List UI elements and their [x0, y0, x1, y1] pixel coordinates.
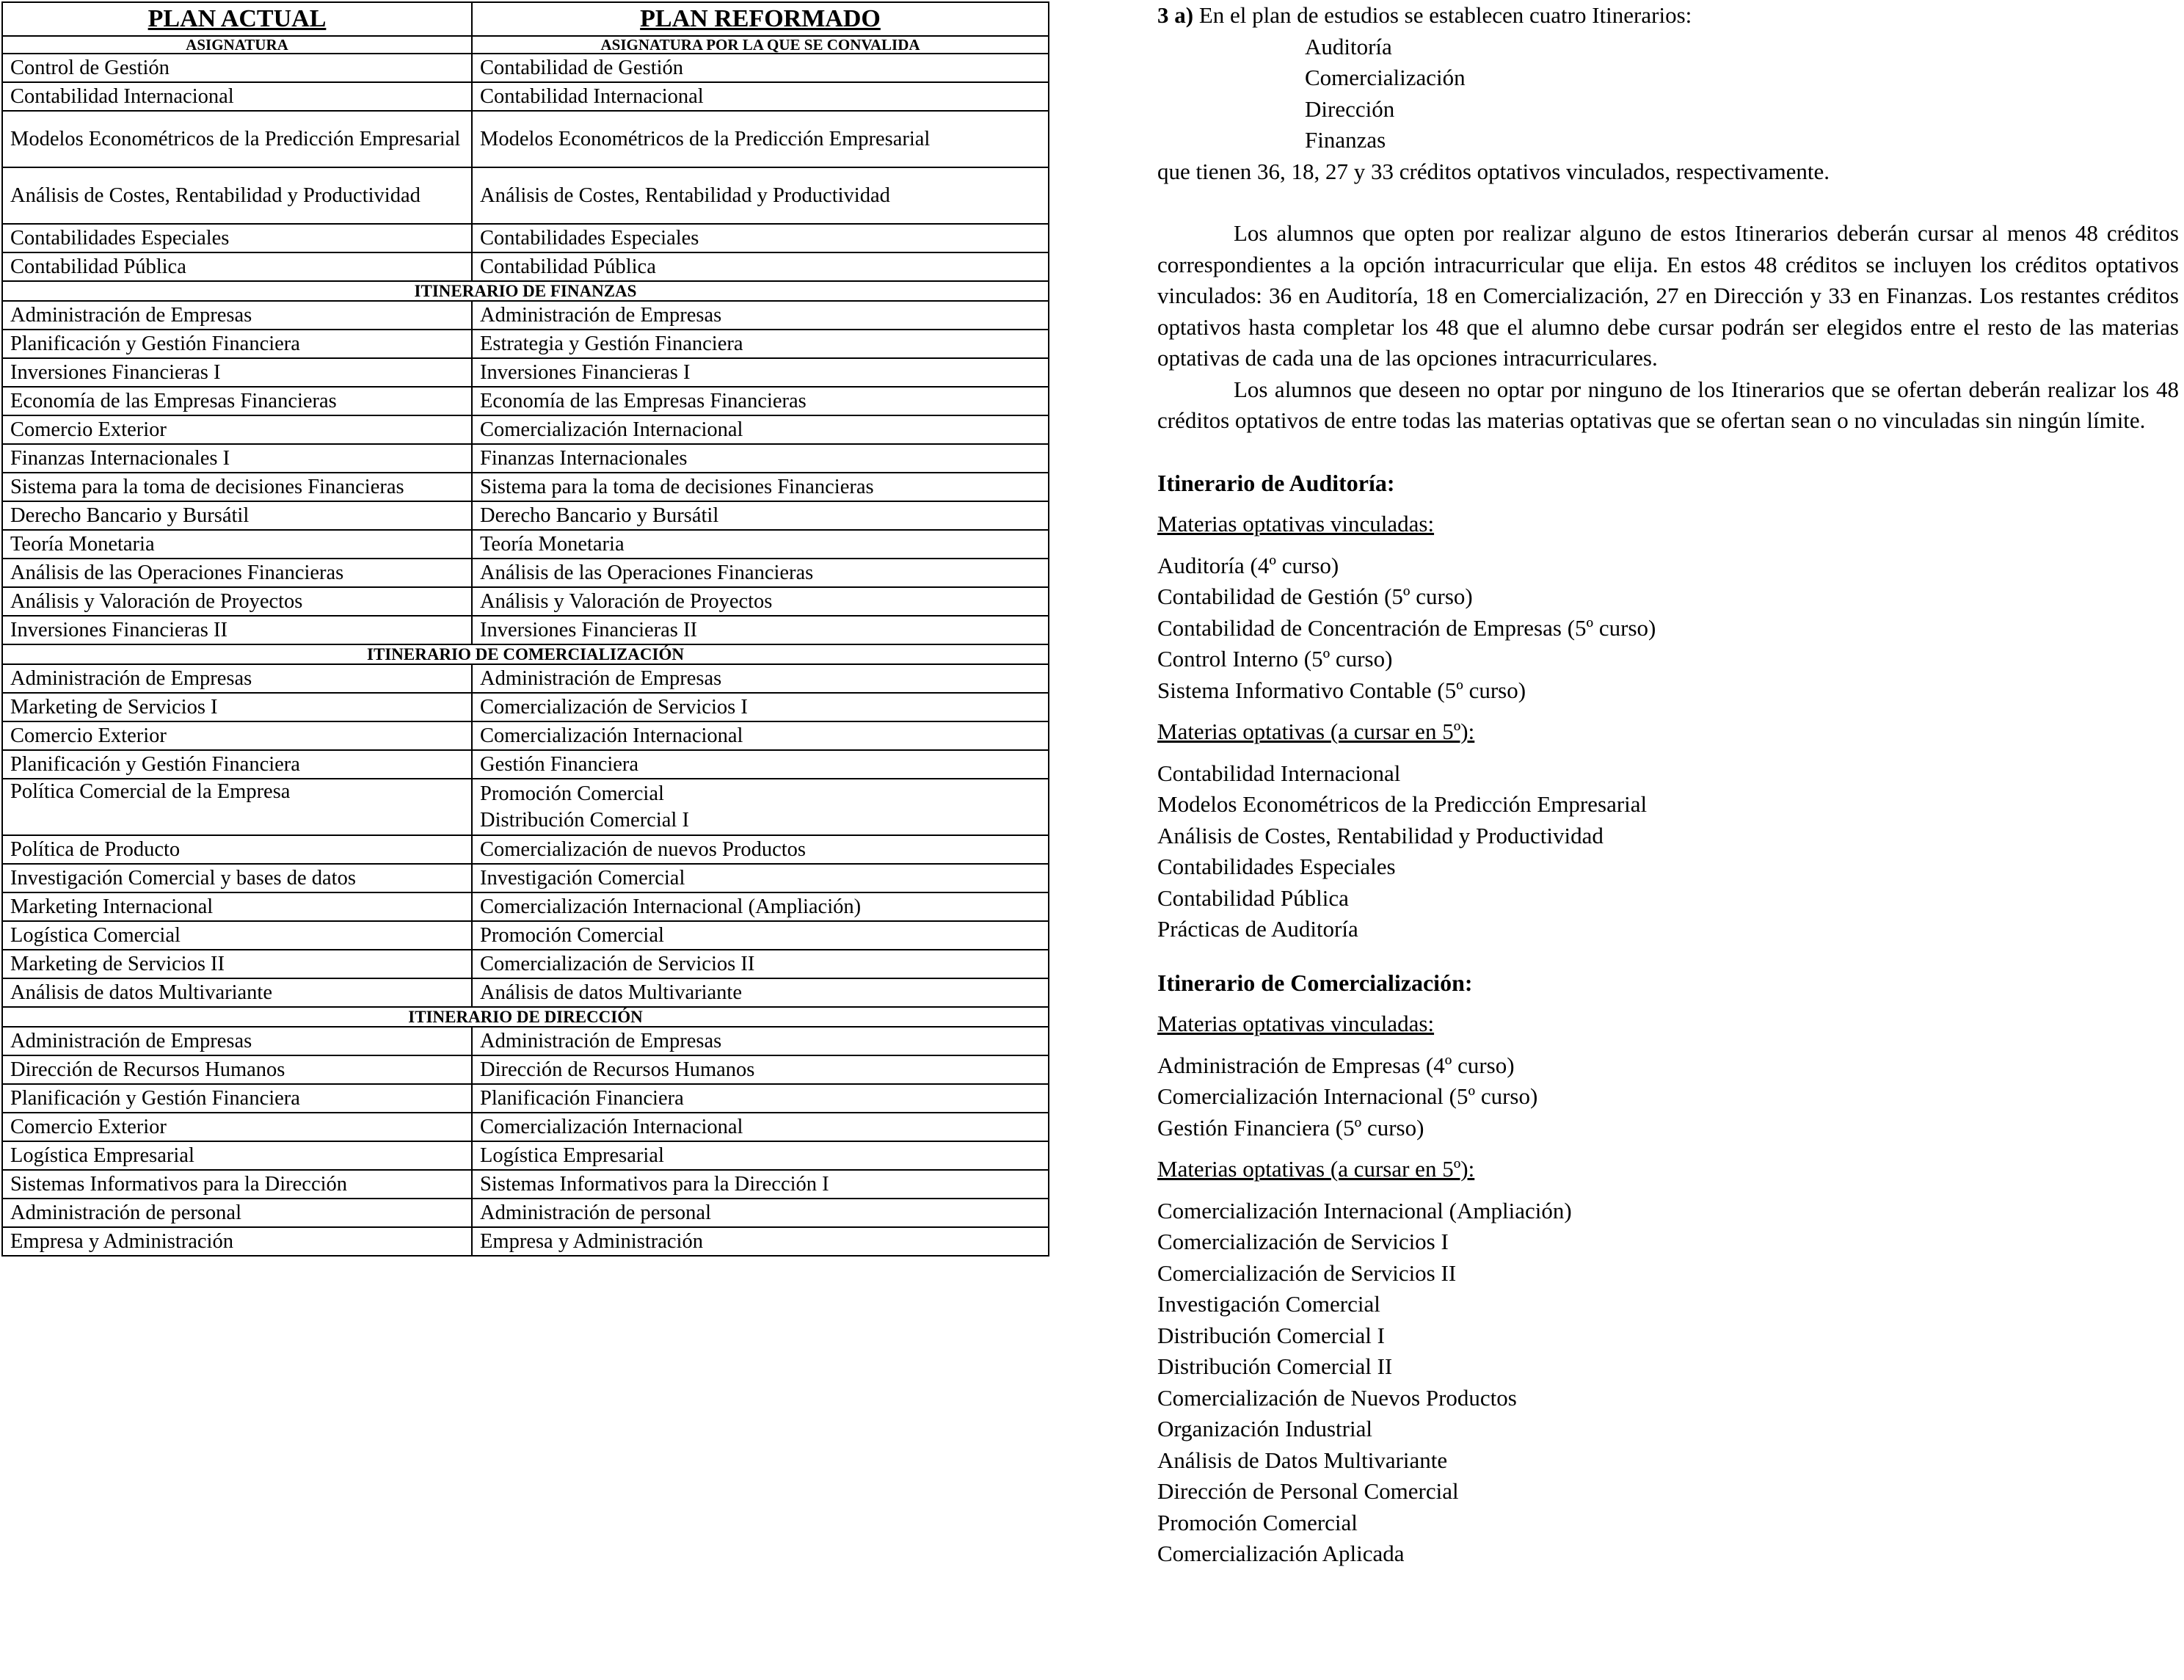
cell-plan-actual: Derecho Bancario y Bursátil — [2, 501, 472, 530]
cell-plan-reformado — [472, 330, 1049, 358]
reformado-subject: Comercialización de Servicios I — [480, 695, 748, 719]
col-asignatura-header: ASIGNATURA — [2, 36, 472, 54]
itinerario-item: Auditoría — [1305, 33, 1392, 59]
table-row — [2, 415, 1049, 444]
cell-plan-actual: Administración de personal — [2, 1199, 472, 1227]
subject-item: Contabilidades Especiales — [1157, 854, 1396, 879]
cell-plan-reformado — [472, 750, 1049, 779]
reformado-subject: Teoría Monetaria — [480, 532, 625, 556]
cell-plan-reformado — [472, 224, 1049, 252]
cell-plan-reformado — [472, 415, 1049, 444]
subject-item: Control Interno (5º curso) — [1157, 646, 1393, 672]
reformado-subject: Análisis de Costes, Rentabilidad y Productividad — [480, 183, 890, 207]
reformado-subject: Investigación Comercial — [480, 866, 685, 890]
cell-plan-actual: Contabilidad Pública — [2, 252, 472, 281]
intro-tail: que tienen 36, 18, 27 y 33 créditos optativos vinculados, respectivamente. — [1157, 158, 1830, 184]
reformado-subject: Contabilidad de Gestión — [480, 56, 684, 79]
cell-plan-actual: Comercio Exterior — [2, 721, 472, 750]
cell-plan-reformado — [472, 501, 1049, 530]
cell-plan-actual: Contabilidad Internacional — [2, 82, 472, 111]
cell-plan-reformado — [472, 167, 1049, 224]
intro-text: En el plan de estudios se establecen cuatro Itinerarios: — [1193, 2, 1692, 28]
reformado-subject: Estrategia y Gestión Financiera — [480, 332, 743, 355]
cell-plan-reformado — [472, 82, 1049, 111]
subject-item: Investigación Comercial — [1157, 1291, 1380, 1317]
cell-plan-reformado — [472, 978, 1049, 1007]
col-plan-reformado-title: PLAN REFORMADO — [472, 2, 1049, 36]
table-row — [2, 501, 1049, 530]
cell-plan-actual: Administración de Empresas — [2, 664, 472, 693]
reformado-subject: Sistema para la toma de decisiones Financieras — [480, 475, 874, 498]
table-row — [2, 301, 1049, 330]
col-convalida-header: ASIGNATURA POR LA QUE SE CONVALIDA — [472, 36, 1049, 54]
itinerario-item: Finanzas — [1305, 127, 1386, 153]
cell-plan-actual: Inversiones Financieras II — [2, 616, 472, 644]
subject-item: Administración de Empresas (4º curso) — [1157, 1052, 1515, 1078]
cell-plan-reformado — [472, 444, 1049, 473]
subject-item: Contabilidad Pública — [1157, 884, 1349, 911]
paragraph-opcion-itinerario: Los alumnos que opten por realizar alguno de estos Itinerarios deberán cursar al menos 48 créditos correspondientes a la opción intracurricular que elija. En estos 48 créditos se incluyen los créditos optativos vinculados: 36 en Auditoría, 18 en Comercialización, 27 en Dirección y 33 en Finanzas. Los restantes créditos optativos hasta completar los 48 que el alumno debe cursar podrán ser elegidos entre el resto de las materias optativas de cada una de las opciones intracurriculares. — [1157, 220, 2179, 371]
cell-plan-actual: Análisis de Costes, Rentabilidad y Productividad — [2, 167, 472, 224]
subject-item: Modelos Econométricos de la Predicción Empresarial — [1157, 791, 1648, 817]
reformado-subject: Derecho Bancario y Bursátil — [480, 503, 719, 527]
reformado-subject: Promoción Comercial — [480, 782, 664, 805]
subject-item: Gestión Financiera (5º curso) — [1157, 1114, 1424, 1141]
table-row — [2, 530, 1049, 559]
table-row — [2, 559, 1049, 587]
cell-plan-reformado — [472, 111, 1049, 167]
table-row — [2, 587, 1049, 616]
table-row — [2, 1141, 1049, 1170]
table-row — [2, 1084, 1049, 1113]
reformado-subject: Promoción Comercial — [480, 923, 664, 947]
cell-plan-actual: Planificación y Gestión Financiera — [2, 1084, 472, 1113]
cell-plan-reformado — [472, 358, 1049, 387]
table-row — [2, 54, 1049, 82]
auditoria-vinculadas-label: Materias optativas vinculadas: — [1157, 511, 1435, 537]
heading-auditoria: Itinerario de Auditoría: — [1157, 469, 1395, 496]
cell-plan-actual: Comercio Exterior — [2, 415, 472, 444]
cell-plan-actual: Empresa y Administración — [2, 1227, 472, 1256]
cell-plan-actual: Comercio Exterior — [2, 1113, 472, 1141]
table-row — [2, 1199, 1049, 1227]
table-row — [2, 864, 1049, 892]
comercializacion-vinculadas-list — [1157, 1050, 2179, 1144]
cell-plan-actual: Modelos Econométricos de la Predicción Empresarial — [2, 111, 472, 167]
cell-plan-reformado — [472, 921, 1049, 950]
table-row — [2, 473, 1049, 501]
reformado-subject: Administración de Empresas — [480, 1029, 722, 1052]
reformado-subject: Inversiones Financieras II — [480, 618, 697, 641]
cell-plan-reformado — [472, 721, 1049, 750]
cell-plan-actual: Teoría Monetaria — [2, 530, 472, 559]
itinerary-section-row — [2, 644, 1049, 664]
table-row — [2, 892, 1049, 921]
subject-item: Comercialización Internacional (Ampliación) — [1157, 1197, 1572, 1223]
subject-item: Auditoría (4º curso) — [1157, 552, 1339, 578]
reformado-subject: Comercialización de Servicios II — [480, 952, 755, 975]
comercializacion-vinculadas-label: Materias optativas vinculadas: — [1157, 1011, 1435, 1036]
cell-plan-actual: Planificación y Gestión Financiera — [2, 750, 472, 779]
comercializacion-optativas-list — [1157, 1196, 2179, 1570]
subject-item: Dirección de Personal Comercial — [1157, 1478, 1459, 1504]
subject-item: Organización Industrial — [1157, 1416, 1372, 1441]
cell-plan-actual: Análisis y Valoración de Proyectos — [2, 587, 472, 616]
table-row — [2, 330, 1049, 358]
reformado-subject: Planificación Financiera — [480, 1086, 684, 1110]
table-row — [2, 779, 1049, 835]
cell-plan-reformado — [472, 616, 1049, 644]
table-row — [2, 444, 1049, 473]
reformado-subject: Dirección de Recursos Humanos — [480, 1058, 755, 1081]
reformado-subject: Comercialización Internacional — [480, 724, 743, 747]
table-row — [2, 721, 1049, 750]
reformado-subject: Análisis de datos Multivariante — [480, 981, 742, 1004]
table-row — [2, 82, 1049, 111]
subject-item: Comercialización Aplicada — [1157, 1541, 1405, 1566]
itinerary-section-title: ITINERARIO DE COMERCIALIZACIÓN — [2, 644, 1049, 664]
itinerary-section-row — [2, 1007, 1049, 1027]
cell-plan-actual: Marketing Internacional — [2, 892, 472, 921]
cell-plan-reformado — [472, 54, 1049, 82]
cell-plan-actual: Inversiones Financieras I — [2, 358, 472, 387]
cell-plan-reformado — [472, 473, 1049, 501]
cell-plan-reformado — [472, 1170, 1049, 1199]
reformado-subject: Sistemas Informativos para la Dirección I — [480, 1172, 829, 1196]
reformado-subject: Distribución Comercial I — [480, 808, 689, 832]
subject-item: Comercialización de Servicios II — [1157, 1259, 1457, 1286]
table-row — [2, 252, 1049, 281]
cell-plan-actual: Marketing de Servicios II — [2, 950, 472, 978]
cell-plan-actual: Marketing de Servicios I — [2, 693, 472, 721]
cell-plan-reformado — [472, 1113, 1049, 1141]
cell-plan-reformado — [472, 693, 1049, 721]
itinerary-section-row — [2, 281, 1049, 301]
reformado-subject: Administración de Empresas — [480, 666, 722, 690]
cell-plan-reformado — [472, 387, 1049, 415]
cell-plan-actual: Análisis de datos Multivariante — [2, 978, 472, 1007]
cell-plan-reformado — [472, 835, 1049, 864]
auditoria-optativas-label: Materias optativas (a cursar en 5º): — [1157, 719, 1475, 744]
auditoria-vinculadas-list — [1157, 550, 2179, 707]
subject-item: Sistema Informativo Contable (5º curso) — [1157, 677, 1526, 703]
cell-plan-reformado — [472, 301, 1049, 330]
cell-plan-actual: Política de Producto — [2, 835, 472, 864]
cell-plan-actual: Sistema para la toma de decisiones Financieras — [2, 473, 472, 501]
table-row — [2, 167, 1049, 224]
cell-plan-actual: Sistemas Informativos para la Dirección — [2, 1170, 472, 1199]
table-row — [2, 1170, 1049, 1199]
subject-item: Comercialización Internacional (5º curso) — [1157, 1083, 1538, 1109]
intro-line — [1157, 0, 2179, 32]
reformado-subject: Administración de Empresas — [480, 303, 722, 327]
cell-plan-reformado — [472, 252, 1049, 281]
reformado-subject: Logística Empresarial — [480, 1143, 664, 1167]
subject-item: Comercialización de Servicios I — [1157, 1229, 1449, 1254]
reformado-subject: Administración de personal — [480, 1201, 712, 1224]
reformado-subject: Empresa y Administración — [480, 1229, 703, 1253]
itinerary-section-title: ITINERARIO DE DIRECCIÓN — [2, 1007, 1049, 1027]
subject-item: Contabilidad de Gestión (5º curso) — [1157, 583, 1473, 609]
reformado-subject: Economía de las Empresas Financieras — [480, 389, 807, 412]
cell-plan-actual: Logística Comercial — [2, 921, 472, 950]
cell-plan-actual: Investigación Comercial y bases de datos — [2, 864, 472, 892]
cell-plan-reformado — [472, 950, 1049, 978]
cell-plan-actual: Dirección de Recursos Humanos — [2, 1055, 472, 1084]
cell-plan-reformado — [472, 1084, 1049, 1113]
reformado-subject: Gestión Financiera — [480, 752, 639, 776]
table-title-row — [2, 2, 1049, 36]
cell-plan-actual: Política Comercial de la Empresa — [2, 779, 472, 835]
subject-item: Comercialización de Nuevos Productos — [1157, 1384, 1517, 1411]
table-row — [2, 693, 1049, 721]
table-row — [2, 750, 1049, 779]
table-row — [2, 950, 1049, 978]
table-row — [2, 978, 1049, 1007]
table-row — [2, 664, 1049, 693]
convalidation-table — [1, 1, 1049, 1257]
itinerary-section-title: ITINERARIO DE FINANZAS — [2, 281, 1049, 301]
table-subheader-row — [2, 36, 1049, 54]
cell-plan-reformado — [472, 1141, 1049, 1170]
reformado-subject: Finanzas Internacionales — [480, 446, 688, 470]
subject-item: Contabilidad de Concentración de Empresas (5º curso) — [1157, 614, 1656, 641]
cell-plan-actual: Control de Gestión — [2, 54, 472, 82]
cell-plan-actual: Administración de Empresas — [2, 301, 472, 330]
cell-plan-reformado — [472, 892, 1049, 921]
cell-plan-reformado — [472, 864, 1049, 892]
cell-plan-actual: Finanzas Internacionales I — [2, 444, 472, 473]
table-row — [2, 358, 1049, 387]
table-row — [2, 1227, 1049, 1256]
reformado-subject: Contabilidades Especiales — [480, 226, 699, 250]
table-row — [2, 1113, 1049, 1141]
table-row — [2, 224, 1049, 252]
itinerario-item: Comercialización — [1305, 65, 1466, 90]
table-row — [2, 1055, 1049, 1084]
subject-item: Contabilidad Internacional — [1157, 760, 1401, 786]
subject-item: Prácticas de Auditoría — [1157, 916, 1358, 942]
cell-plan-reformado — [472, 1199, 1049, 1227]
cell-plan-reformado — [472, 1027, 1049, 1055]
comercializacion-optativas-label: Materias optativas (a cursar en 5º): — [1157, 1156, 1475, 1182]
reformado-subject: Comercialización Internacional (Ampliación) — [480, 895, 862, 918]
reformado-subject: Comercialización Internacional — [480, 1115, 743, 1138]
reformado-subject: Comercialización de nuevos Productos — [480, 837, 807, 861]
reformado-subject: Comercialización Internacional — [480, 418, 743, 441]
table-row — [2, 111, 1049, 167]
reformado-subject: Análisis de las Operaciones Financieras — [480, 561, 814, 584]
reformado-subject: Contabilidad Pública — [480, 255, 656, 278]
subject-item: Distribución Comercial I — [1157, 1322, 1385, 1348]
itinerarios-text-column — [1157, 0, 2179, 1570]
cell-plan-actual: Logística Empresarial — [2, 1141, 472, 1170]
table-row — [2, 1027, 1049, 1055]
reformado-subject: Análisis y Valoración de Proyectos — [480, 589, 773, 613]
subject-item: Análisis de Costes, Rentabilidad y Productividad — [1157, 822, 1604, 848]
cell-plan-reformado — [472, 587, 1049, 616]
auditoria-optativas-list — [1157, 758, 2179, 945]
cell-plan-reformado — [472, 559, 1049, 587]
itinerarios-list — [1305, 32, 2179, 156]
cell-plan-actual: Economía de las Empresas Financieras — [2, 387, 472, 415]
reformado-subject: Contabilidad Internacional — [480, 84, 704, 108]
cell-plan-reformado — [472, 664, 1049, 693]
table-row — [2, 387, 1049, 415]
convalidation-table-body — [2, 2, 1049, 1256]
subject-item: Promoción Comercial — [1157, 1509, 1358, 1535]
heading-comercializacion: Itinerario de Comercialización: — [1157, 969, 1473, 996]
cell-plan-reformado — [472, 1055, 1049, 1084]
itinerario-item: Dirección — [1305, 95, 1395, 122]
reformado-subject: Inversiones Financieras I — [480, 360, 691, 384]
cell-plan-reformado — [472, 530, 1049, 559]
cell-plan-actual: Planificación y Gestión Financiera — [2, 330, 472, 358]
subject-item: Distribución Comercial II — [1157, 1353, 1393, 1379]
col-plan-actual-title: PLAN ACTUAL — [2, 2, 472, 36]
cell-plan-actual: Administración de Empresas — [2, 1027, 472, 1055]
cell-plan-actual: Contabilidades Especiales — [2, 224, 472, 252]
intro-number: 3 a) — [1157, 2, 1194, 28]
cell-plan-reformado — [472, 1227, 1049, 1256]
table-row — [2, 921, 1049, 950]
paragraph-sin-itinerario: Los alumnos que deseen no optar por ninguno de los Itinerarios que se ofertan deberán realizar los 48 créditos optativos de entre todas las materias optativas que se ofertan sean o no vinculadas sin ningún límite. — [1157, 376, 2179, 433]
subject-item: Análisis de Datos Multivariante — [1157, 1447, 1448, 1473]
reformado-subject: Modelos Econométricos de la Predicción Empresarial — [480, 127, 931, 150]
cell-plan-reformado — [472, 779, 1049, 835]
cell-plan-actual: Análisis de las Operaciones Financieras — [2, 559, 472, 587]
table-row — [2, 616, 1049, 644]
table-row — [2, 835, 1049, 864]
